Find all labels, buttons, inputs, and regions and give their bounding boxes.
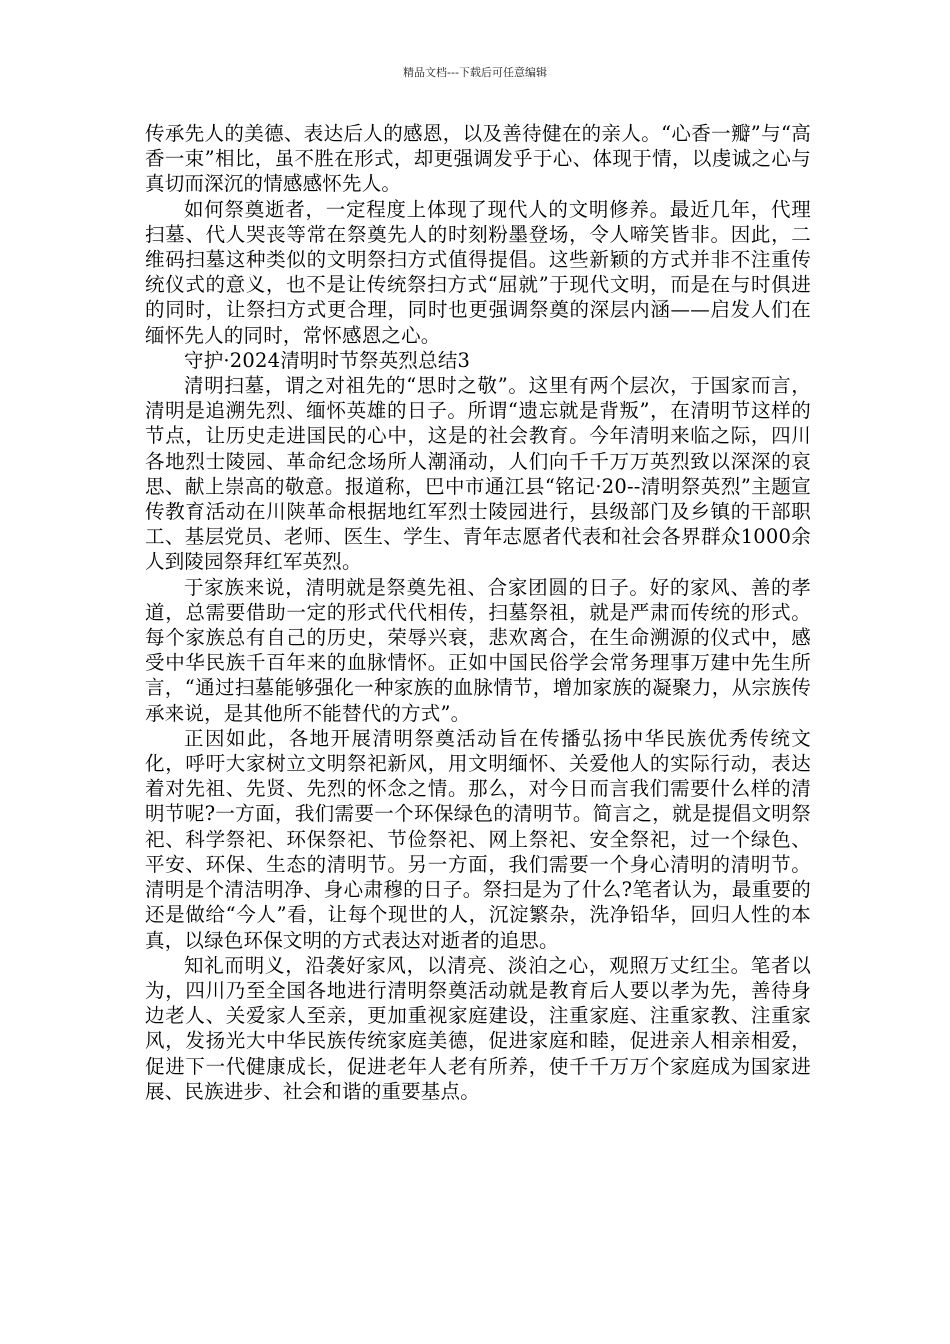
- paragraph-5: 正因如此，各地开展清明祭奠活动旨在传播弘扬中华民族优秀传统文化，呼吁大家树立文明祭祀新风，用文明缅怀、关爱他人的实际行动，表达着对先祖、先贤、先烈的怀念之情。那么，对今日而言我们需要什么样的清明节呢?一方面，我们需要一个环保绿色的清明节。简言之，就是提倡文明祭祀、科学祭祀、环保祭祀、节俭祭祀、网上祭祀、安全祭祀，过一个绿色、平安、环保、生态的清明节。另一方面，我们需要一个身心清明的清明节。清明是个清洁明净、身心肃穆的日子。祭扫是为了什么?笔者认为，最重要的还是做给“今人”看，让每个现世的人，沉淀繁杂，洗净铅华，回归人性的本真，以绿色环保文明的方式表达对逝者的追思。: [145, 726, 811, 952]
- paragraph-4: 于家族来说，清明就是祭奠先祖、合家团圆的日子。好的家风、善的孝道，总需要借助一定的形式代代相传，扫墓祭祖，就是严肃而传统的形式。每个家族总有自己的历史，荣辱兴衰，悲欢离合，在生命溯源的仪式中，感受中华民族千百年来的血脉情怀。正如中国民俗学会常务理事万建中先生所言，“通过扫墓能够强化一种家族的血脉情节，增加家族的凝聚力，从宗族传承来说，是其他所不能替代的方式”。: [145, 575, 811, 725]
- document-body: [145, 121, 811, 1104]
- section-heading: 守护·2024清明时节祭英烈总结3: [184, 348, 471, 372]
- paragraph-3: 清明扫墓，谓之对祖先的“思时之敬”。这里有两个层次，于国家而言，清明是追溯先烈、缅怀英雄的日子。所谓“遗忘就是背叛”，在清明节这样的节点，让历史走进国民的心中，这是的社会教育。今年清明来临之际，四川各地烈士陵园、革命纪念场所人潮涌动，人们向千千万万英烈致以深深的哀思、献上崇高的敬意。报道称，巴中市通江县“铭记·20--清明祭英烈”主题宣传教育活动在川陕革命根据地红军烈士陵园进行，县级部门及乡镇的干部职工、基层党员、老师、医生、学生、青年志愿者代表和社会各界群众1000余人到陵园祭拜红军英烈。: [145, 374, 811, 574]
- paragraph-2: 如何祭奠逝者，一定程度上体现了现代人的文明修养。最近几年，代理扫墓、代人哭丧等常在祭奠先人的时刻粉墨登场，令人啼笑皆非。因此，二维码扫墓这种类似的文明祭扫方式值得提倡。这些新颖的方式并非不注重传统仪式的意义，也不是让传统祭扫方式“屈就”于现代文明，而是在与时俱进的同时，让祭扫方式更合理，同时也更强调祭奠的深层内涵——启发人们在缅怀先人的同时，常怀感恩之心。: [145, 197, 811, 347]
- paragraph-6: 知礼而明义，沿袭好家风，以清亮、淡泊之心，观照万丈红尘。笔者以为，四川乃至全国各地进行清明祭奠活动就是教育后人要以孝为先，善待身边老人、关爱家人至亲，更加重视家庭建设，注重家庭、注重家教、注重家风，发扬光大中华民族传统家庭美德，促进家庭和睦，促进亲人相亲相爱，促进下一代健康成长，促进老年人老有所养，使千千万万个家庭成为国家进展、民族进步、社会和谐的重要基点。: [145, 953, 811, 1103]
- paragraph-1: 传承先人的美德、表达后人的感恩，以及善待健在的亲人。“心香一瓣”与“高香一束”相比，虽不胜在形式，却更强调发乎于心、体现于情，以虔诚之心与真切而深沉的情感感怀先人。: [145, 122, 811, 196]
- page-header: 精品文档---下载后可任意编辑: [403, 66, 547, 79]
